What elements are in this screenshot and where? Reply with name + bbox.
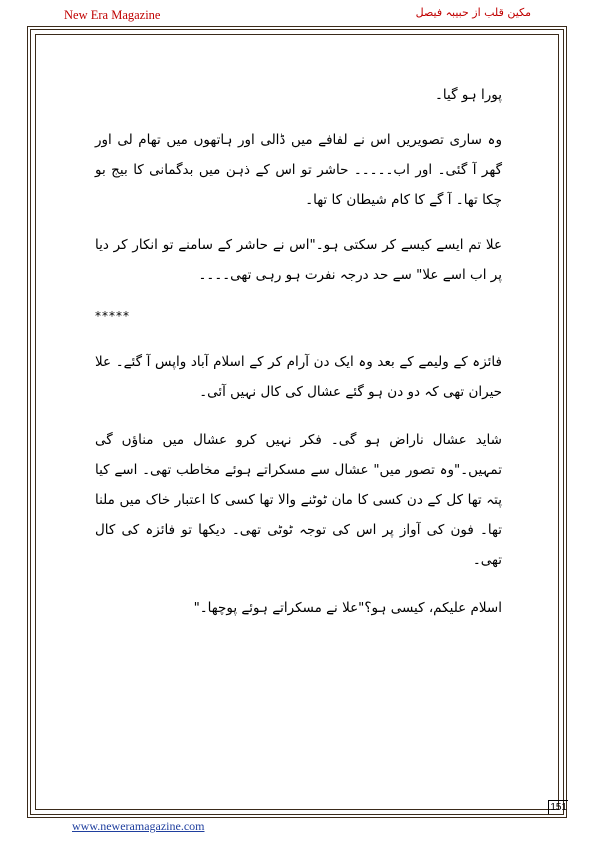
paragraph: اسلام علیکم، کیسی ہو؟"علا نے مسکراتے ہوئے پوچھا۔" [193, 600, 502, 616]
section-separator: ***** [95, 309, 130, 323]
paragraph: فائزہ کے ولیمے کے بعد وہ ایک دن آرام کر کے اسلام آباد واپس آ گئے۔ علا حیران تھی کہ دو دن ہو گئے عشال کی کال نہیں آئی۔ [95, 354, 502, 400]
page-header [64, 6, 531, 26]
page-number: 151 [548, 800, 568, 814]
paragraph: پورا ہو گیا۔ [435, 87, 502, 103]
paragraph: وہ ساری تصویریں اس نے لفافے میں ڈالی اور ہاتھوں میں تھام لی اور گھر آ گئی۔ اور اب۔۔۔۔۔ حاشر تو اس کے ذہن میں بدگمانی کا بیج بو چکا تھا۔ آ گے کا کام شیطان کا تھا۔ [95, 132, 502, 208]
paragraph: علا تم ایسے کیسے کر سکتی ہو۔"اس نے حاشر کے سامنے تو انکار کر دیا پر اب اسے علا" سے حد درجہ نفرت ہو رہی تھی۔۔۔۔ [95, 237, 502, 283]
magazine-name: New Era Magazine [64, 8, 161, 22]
novel-title: مکین قلب از حبیبہ فیصل [415, 6, 531, 19]
story-text [95, 80, 502, 623]
paragraph: شاید عشال ناراض ہو گی۔ فکر نہیں کرو عشال میں مناؤں گی تمہیں۔"وہ تصور میں" عشال سے مسکراتے ہوئے مخاطب تھی۔ اسے کیا پتہ تھا کل کے دن کسی کا مان ٹوٹنے والا تھا کسی کا اعتبار خاک میں ملنا تھا۔ فون کی آواز پر اس کی توجہ ٹوٹی تھی۔ دیکھا تو فائزہ کی کال تھی۔ [95, 432, 502, 568]
website-link[interactable]: www.neweramagazine.com [72, 819, 205, 833]
